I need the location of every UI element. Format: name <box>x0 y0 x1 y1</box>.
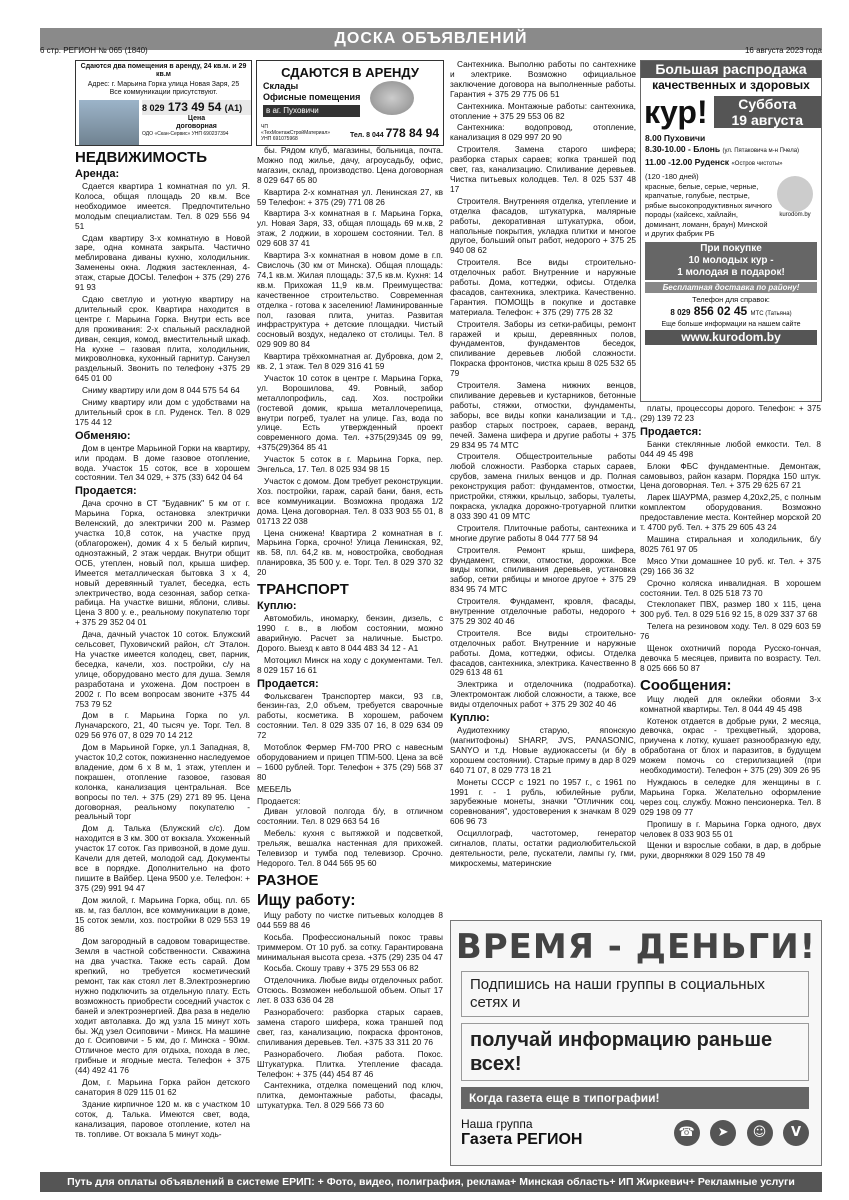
listing: Мясо Утки домашнее 10 руб. кг. Тел. + 375 (29) 166 36 32 <box>640 555 821 576</box>
column-1 <box>75 146 250 1164</box>
listing: Блоки ФБС фундаментные. Демонтаж, самовывоз, район казарм. Порядка 150 штук. Цена договорная. Тел. + 375 29 625 67 21 <box>640 460 821 491</box>
column-3 <box>450 60 636 918</box>
listing: Дом в г. Марьина Горка по ул. Луначарского, 21, 40 тысяч уе. Торг. Тел. 8 029 56 976 07, 8 029 70 14 212 <box>75 710 250 741</box>
listing: Строителя. Замена нижних венцов, спиливание деревьев и кустарников, бетонные работы, стяжки, отмостки, фундаменты, заборы, все виды копки канализации и т.д., разбор старых построек, сараев, веранд, печей. Замена шифера и другие работы + 375 29 834 95 74 МТС <box>450 380 636 450</box>
listing: платы, процессоры дорого. Телефон: + 375 (29) 139 72 23 <box>640 404 821 423</box>
odnoklassniki-icon[interactable]: ☺ <box>747 1120 773 1146</box>
poultry-ad-time-2-note: (ул. Пятаковича м-н Пчела) <box>722 148 800 154</box>
poultry-ad-age: (120 -180 дней) <box>645 172 699 181</box>
listing: Сантехника, отделка помещений под ключ, плитка, демонтажные работы, фасады, штукатурка. Тел. 8 029 566 73 60 <box>257 1080 443 1111</box>
heading-sell: Продается: <box>257 677 319 690</box>
heading-rent: Аренда: <box>75 168 120 180</box>
rent-ad-address: Адрес: г. Марьина Горка улица Новая Заря, 25 <box>87 81 240 88</box>
rent-ad-rooms <box>75 60 252 146</box>
poultry-ad-phone: 856 02 45 <box>693 303 748 318</box>
listing: Сдаю светлую и уютную квартиру на длительный срок. Квартира находится в центре г. Марьина Горка. Внутри есть все для проживания: 2-х спальный раскладной диван, секция, комод, вместительный шкаф. На кухне – газовая плита, холодильник, микроволновка, кухонный гарнитур. Санузел раздельный. Звонить по телефону +375 29 645 01 00 <box>75 293 250 384</box>
poultry-ad-free-delivery: Бесплатная доставка по району! <box>645 282 817 293</box>
poultry-ad-more: Еще больше информации на нашем сайте <box>661 320 801 328</box>
poultry-ad-phone-prefix: 8 029 <box>670 307 691 317</box>
listing: Мотоцикл Минск на ходу с документами. Тел. 8 029 157 16 61 <box>257 654 443 675</box>
listing: Строителя. Общестроительные работы любой сложности. Разборка старых сараев, срубов, замена гнилых венцов и др. Полная реконструкция работ: фундаментов, отмостки, пристройки, стяжки, крыльцо, заборы, туалеты, покраска, укладка дорожно-тротуарной плитки 8 033 390 41 09 МТС <box>450 451 636 521</box>
rent-ad-price-label: Цена <box>187 115 206 122</box>
issue-date: 16 августа 2023 года <box>744 46 822 55</box>
warehouse-ad-item-1: Склады <box>263 81 299 91</box>
listing: Разнорабочего. Любая работа. Покос. Штукатурка. Плитка. Утепление фасада. Телефон: + 375 (44) 454 87 46 <box>257 1048 443 1079</box>
warehouse-ad-title: СДАЮТСЯ В АРЕНДУ <box>281 65 419 80</box>
vk-icon[interactable]: V <box>783 1120 809 1146</box>
heading-buy: Куплю: <box>450 712 490 725</box>
rent-ad-utilities: Все коммуникации присутствуют. <box>109 89 218 96</box>
section-header-band <box>40 28 822 50</box>
listing: бы. Рядом клуб, магазины, больница, почта. Можно под жилье, дачу, агроусадьбу, офис, магазин, склад, производство. Цена договорная 8 029 647 65 80 <box>257 146 443 185</box>
listing: Строителя. Ремонт крыш, шифера, фундамент, стяжки, отмостки, дорожки. Все виды копки, спиливания деревьев, установка забор, сетки рябицы и многое другое + 375 29 834 95 74 МТС <box>450 544 636 595</box>
listing: Дом жилой, г. Марьина Горка, общ. пл. 65 кв. м, газ баллон, все коммуникации в доме, 15 соток земли, хоз. постройки 8 029 553 19 86 <box>75 894 250 935</box>
listing: Квартира 3-х комнатная в новом доме в г.п. Свислочь (30 км от Минска). Общая площадь: 74,1 кв.м. Жилая площадь: 37,5 кв.м. Кухня: 14 кв.м. Прихожая 11,9 кв.м. Преимущества: качественное строительство. Современная отделка - готова к заселению! Ламинированные пол, газовая плита, унитаз. Развитая инфраструктура + детские площадки. Чистый сосновый воздух, недалеко от столицы. Тел. 8 029 909 80 84 <box>257 250 443 350</box>
listing: Мотоблок Фермер FM-700 PRO с навесным оборудованием и прицеп ТПМ-500. Цена за всё – 1600 рублей. Торг. Телефон + 375 (29) 568 37 80 <box>257 742 443 782</box>
listing: Ищу работу по чистке питьевых колодцев 8 044 559 88 46 <box>257 909 443 930</box>
listing: Банки стеклянные любой емкости. Тел. 8 044 49 45 498 <box>640 438 821 459</box>
listing: Мебель: кухня с вытяжкой и подсветкой, трельяж, вешалка настенная для прихожей. Телевизор и тумба под телевизор. Срочно. Недорого. Тел. 8 044 565 95 60 <box>257 828 443 868</box>
warehouse-ad-location: в аг. Пуховичи <box>263 105 360 117</box>
listing: Пропишу в г. Марьина Горка одного, двух человек 8 033 903 55 01 <box>640 818 821 839</box>
warehouse-ad-item-2: Офисные помещения <box>263 92 361 102</box>
heading-sell: Продается: <box>75 485 137 498</box>
listing: Сдам квартиру 3-х комнатную в Новой заре, одна комната закрыта. Частично меблирована диваны кухню, холодильник. Заменены окна. Лоджия застекленная, 4-этаж, старые ДОСЫ. Телефон + 375 (29) 276 91 93 <box>75 232 250 293</box>
social-ad-paper: Газета РЕГИОН <box>461 1131 583 1148</box>
listing: Осциллограф, частотомер, генератор сигналов, платы, остатки радиолюбительской деятельности, реле, пускатели, лампы гу, гми, микросхемы, материнские <box>450 828 636 868</box>
poultry-ad-promo-2: 10 молодых кур - <box>688 254 774 266</box>
rent-ad-price-value: договорная <box>176 123 217 130</box>
listing: Диван угловой полгода б/у, в отличном состоянии. Тел. 8 029 663 54 16 <box>257 806 443 827</box>
listing: Строителя. Плиточные работы, сантехника и многие другие работы 8 044 777 58 94 <box>450 522 636 543</box>
poultry-ad-phone-operator: МТС (Татьяна) <box>750 310 792 317</box>
listing: Ищу людей для оклейки обоями 3-х комнатной квартиры. Тел. 8 044 49 45 498 <box>640 693 821 714</box>
poultry-ad-info-label: Телефон для справок: <box>692 294 770 304</box>
listing: Строителя. Все виды строительно-отделочных работ. Внутренние и наружные работы. Дома, коттеджи, офисы. Отделка фасадов, сантехника, электрика. Качественно 8 029 613 48 61 <box>450 627 636 678</box>
social-ad-info: получай информацию раньше всех! <box>461 1023 809 1081</box>
listing: Сниму квартиру или дом с удобствами на длительный срок в г.п. Руденск. Тел. 8 029 175 44 12 <box>75 397 250 427</box>
issue-info: 6 стр. РЕГИОН № 065 (1840) <box>40 46 148 55</box>
social-ad-our-group: Наша группа <box>461 1117 533 1131</box>
listing: Нуждаюсь в селедке для женщины в г. Марьина Горка. Желательно оформление через соц. службу. Можно пенсионерка. Тел. 8 029 198 09 77 <box>640 777 821 817</box>
column-2 <box>257 146 443 1164</box>
heading-realty: НЕДВИЖИМОСТЬ <box>75 149 208 166</box>
social-groups-ad <box>450 920 822 1166</box>
key-icon <box>370 81 414 115</box>
listing: Сантехника: водопровод, отопление, канализация 8 029 997 20 90 <box>450 122 636 143</box>
poultry-ad-promo-1: При покупке <box>700 242 762 254</box>
listing: Телега на резиновом ходу. Тел. 8 029 603 59 76 <box>640 621 821 642</box>
listing: Сантехника. Монтажные работы: сантехника, отопление + 375 29 553 06 82 <box>450 100 636 121</box>
warehouse-ad-tel-label: Тел. 8 044 <box>349 132 384 139</box>
listing: Косьба. Скошу траву + 375 29 553 06 82 <box>264 963 419 974</box>
poultry-ad-time-2: 8.30-10.00 - Блонь <box>645 144 721 154</box>
listing: Автомобиль, иномарку, бензин, дизель, с 1990 г. в., в любом состоянии, можно аварийную. Расчет за наличные. Быстро. Дорого. Выезд к авто 8 044 483 34 12 - А1 <box>257 613 443 653</box>
listing: Участок 10 соток в центре г. Марьина Горка, ул. Ворошилова, 49. Ровный, забор металлопрофиль, сад. Хоз. постройки (гостевой домик, крыша металлочерепица, внутри погреб, туалет на улице. Газ, вода по улице. Есть утвержденный проект современного дома. Тел. +375(29)345 09 99, +375(29)364 85 41 <box>257 372 443 453</box>
listing: Строителя. Заборы из сетки-рабицы, ремонт гаражей и крыш, деревянных полов, фундаментов, фундаментов беседок, спиливание деревьев любой сложности. Покраска фронтонов, чистка крыш 8 025 532 65 79 <box>450 318 636 379</box>
listing: Дача, дачный участок 10 соток. Блужский сельсовет, Пуховичский район, с/т Эталон. На участке имеется колодец, свет, парник, беседка, качели, хоз. постройки, с/у на улице, оборудовано место для душа. Земля разработана и ухожена. Дом построен в 2002 г. По всем вопросам звоните +375 44 753 79 52 <box>75 629 250 709</box>
listing: Электрика и отделочника (подработка). Электромонтаж любой сложности, а также, все виды отделочных работ + 375 29 302 40 46 <box>450 679 636 710</box>
poultry-ad-time-3-note: «Остров чистоты» <box>731 161 783 167</box>
listing: Дача срочно в СТ "Будавник" 5 км от г. Марьина Горка, остановка электрички Веленский, до электрички 200 м. Размер участка 10,8 соток, на участке пруд (облагорожен), домик 4 х 5 белый кирпич, одноэтажный, 2 этаж чердак. Внутри общит ОСБ, утеплен, новый пол, крыша шифер. Имеется металлическая бытовка 3 х 4, новый деревянный туалет, беседка, есть электричество, вода сезонная, забор сетка-рабица. На участке вишни, яблони, сливы. Цена 3 800 у. е., реальному покупателю торг + 375 29 352 04 01 <box>75 498 250 628</box>
heading-misc: РАЗНОЕ <box>257 871 319 889</box>
listing: Участок с домом. Дом требует реконструкции. Хоз. постройки, гараж, сарай бани, баня, есть все коммуникации. Возможна продажа 1/2 дома. Цена договорная. Тел. 8 033 903 55 01, 8 01713 22 038 <box>257 476 443 526</box>
warehouse-ad-company: ЧП «ТехМонтажСтройМатериал» УНП 691075968 <box>261 124 331 142</box>
poultry-ad-date: 19 августа <box>731 112 804 128</box>
warehouse-ad-tel: 778 84 94 <box>385 126 439 140</box>
listing: Ларек ШАУРМА, размер 4,20х2,25, с полным комплектом оборудования. Возможно предоставление места. Контейнер морской 20 т. 4700 руб. Тел. + 375 29 605 43 24 <box>640 492 821 533</box>
heading-exchange: Обменяю: <box>75 429 131 442</box>
section-title: ДОСКА ОБЪЯВЛЕНИЙ <box>334 30 528 47</box>
poultry-ad-site: www.kurodom.by <box>645 330 817 345</box>
listing: Строителя. Фундамент, кровля, фасады, внутренние отделочные работы, недорого + 375 29 302 40 46 <box>450 596 636 626</box>
listing: Сниму квартиру или дом 8 044 575 54 64 <box>82 385 240 396</box>
poultry-ad <box>640 60 822 402</box>
listing: Отделочника. Любые виды отделочных работ. Отсюсь. Возможен небольшой объем. Опыт 17 лет. 8 033 636 04 28 <box>257 975 443 1006</box>
social-ad-bar: Когда газета еще в типографии! <box>461 1087 809 1109</box>
viber-icon[interactable]: ☎ <box>674 1120 700 1146</box>
listing: Котенок отдается в добрые руки, 2 месяца, девочка, окрас - трехцветный, здорова, приучена к лотку, кушает разнообразную еду, обработана от блох и паразитов, в будущем можем помочь со стерилизацией (при необходимости). Телефон + 375 (29) 309 26 95 <box>640 715 821 776</box>
column-4 <box>640 404 821 918</box>
listing: Дом в Марьиной Горке, ул.1 Западная, 8, участок 10,2 соток, пожизненно наследуемое владение, дом 6 х 8 м, 1 этаж, утеплен и покрашен, отопление газовое, газовая колонка, канализация центральная. Все вопросы по тел. + 375 (29) 271 89 95. Цена договорная, реальному покупателю - реальный торг <box>75 742 250 822</box>
heading-messages: Сообщения: <box>640 676 732 694</box>
heading-job: Ищу работу: <box>257 891 356 909</box>
listing: Дом в центре Марьиной Горки на квартиру, или продам. В доме газовое отопление, вода. Участок 15 соток, все в хорошем состоянии. Тел 34 029, + 375 (33) 642 04 64 <box>75 442 250 483</box>
listing: Фольксваген Транспортер макси, 93 г.в, бензин-газ, 2,0 объем, требуется сварочные работы, косметика. В хорошем, рабочем состоянии. Тел. 8 029 335 07 16, 8 029 634 09 72 <box>257 690 443 741</box>
listing: Разнорабочего: разборка старых сараев, замена старого шифера, кожа траншей под свет, газ, канализацию, покраска фронтонов, спиливания деревьев. Тел. +375 33 311 20 76 <box>257 1007 443 1047</box>
listing: Аудиотехнику старую, японскую (магнитофоны) SHARP, JVS, PANASONIC, SANYO и т.д. Новые аудиокассеты (и б/у в хорошем состоянии). Старые приму в дар 8 029 640 71 07, 8 029 773 18 21 <box>450 725 636 775</box>
poultry-ad-time-1: 8.00 Пуховичи <box>645 133 706 143</box>
listing: Дом д. Талька (Блужский с/с). Дом находится в 3 км. 300 от вокзала. Ухоженный участок 17 соток. Газ привозной, в доме душ. Качели для детей, молодой сад. Документы все в порядке. Дополнительно на фото пишите в Вайбер. Цена 9500 у.е. Телефон: + 375 (29) 991 94 47 <box>75 823 250 893</box>
listing: Сдается квартира 1 комнатная по ул. Я. Колоса, общая площадь 20 кв.м. Все необходимое имеется. Предпочтительно молодым специалистам. Тел. 8 029 556 94 51 <box>75 181 250 231</box>
heading-sell: Продается: <box>640 425 702 438</box>
listing: Строителя. Замена старого шифера; разборка старых сараев; копка траншей под свет, газ, канализацию. Спиливание деревьев. Чистка питьевых колодцев. Тел. 8 025 537 48 17 <box>450 144 636 194</box>
listing: Стеклопакет ПВХ, размер 180 х 115, цена 300 руб. Тел. 8 029 516 92 15, 8 029 337 37 68 <box>640 599 821 620</box>
heading-furniture: МЕБЕЛЬ <box>257 783 292 794</box>
listing: Щенок охотничий порода Русско-гончая, девочка 5 месяцев, привита по возрасту. Тел. 8 025 666 50 87 <box>640 643 821 673</box>
chicken-icon <box>777 176 813 212</box>
listing: Дом, г. Марьина Горка район детского санатория 8 029 115 01 62 <box>75 1077 250 1097</box>
telegram-icon[interactable]: ➤ <box>710 1120 736 1146</box>
building-photo <box>79 100 139 146</box>
rent-ad-phone: 173 49 54 <box>167 100 222 114</box>
listing: Срочно коляска инвалидная. В хорошем состоянии. Тел. 8 025 518 73 70 <box>640 577 821 598</box>
rent-ad-company: ОДО «Скан-Сервис» УНП 690237394 <box>142 131 229 137</box>
social-ad-subscribe: Подпишись на наши группы в социальных сетях и <box>461 971 809 1017</box>
listing: Здание кирпичное 120 м. кв с участком 10 соток, д. Талька. Имеются свет, вода, канализация, паровое отопление, котел на тв. топливе. От вокзала 5 минут ходь- <box>75 1098 250 1139</box>
rent-ad-warehouses <box>256 60 444 146</box>
listing: Косьба. Профессиональный покос травы триммером. От 10 руб. за сотку. Гарантирована минимальная высота среза. +375 (29) 235 04 47 <box>257 931 443 962</box>
listing: Квартира трёхкомнатная аг. Дубровка, дом 2, кв. 2, 1 этаж. Тел 8 029 316 41 59 <box>257 351 443 372</box>
rent-ad-phone-prefix: 8 029 <box>142 103 165 113</box>
social-ad-title: ВРЕМЯ - ДЕНЬГИ! <box>455 927 817 967</box>
listing: Дом загородный в садовом товариществе. Земля в частной собственности. Скважина на два участка. Также есть сарай. Дом крепкий, но требуется косметический ремонт, так как стоял лет 8.Электроэнергию нужно подключить за отдельную плату. Есть возможность приобрести соседний участок с баней и электроэнергией. Два раза в неделю ходит автолавка. До жд узла 15 минут хоть бы. Жд узел Осиповичи - Минск. На машине до г. Осиповичи - 5 км, до г. Минска - 90км. Отличное место для отдыха, похода в лес, грибные и ягодные места. Телефон + 375 (44) 492 41 76 <box>75 936 250 1076</box>
poultry-ad-brand: kurodom.by <box>779 212 811 218</box>
listing: Квартира 3-х комнатная в г. Марьина Горка, ул. Новая Заря, 33, общая площадь 69 м.кв, 2 этаж, 2 лоджии, в хорошем состоянии. Тел. 8 029 608 37 41 <box>257 208 443 249</box>
poultry-ad-day: Суббота <box>738 96 797 112</box>
listing: Машина стиральная и холодильник, б/у 8025 761 97 05 <box>640 533 821 554</box>
poultry-ad-time-3: 11.00 -12.00 Руденск <box>645 157 730 167</box>
listing: Строителя. Внутренняя отделка, утепление и отделка фасадов, штукатурка, малярные работы, декоративная штукатурка, обои, напольные покрытия, укладка плитки и многое другое, больший опыт работ, недорого + 375 25 940 08 62 <box>450 195 636 256</box>
heading-transport: ТРАНСПОРТ <box>257 581 349 599</box>
heading-sell-2: Продается: <box>257 795 301 806</box>
poultry-ad-title: Большая распродажа <box>641 61 821 78</box>
listing: Щенки и взрослые собаки, в дар, в добрые руки, дворняжки 8 029 150 78 49 <box>640 840 821 861</box>
heading-buy: Куплю: <box>257 600 297 613</box>
poultry-ad-subtitle: качественных и здоровых <box>652 78 810 92</box>
listing: Строителя. Все виды строительно-отделочных работ. Внутренние и наружные работы. Дома, коттеджи, офисы. Отделка фасадов, сантехника, электрика. Качественно. Гарантия. ПОМОЩЬ в покупке и доставке материала. Телефон: + 375 (29) 775 28 32 <box>450 257 636 317</box>
rent-ad-operator: (A1) <box>224 103 243 113</box>
rent-ad-headline: Сдаются два помещения в аренду, 24 кв.м. и 29 кв.м <box>80 63 247 78</box>
poultry-ad-desc: красные, белые, серые, черные, крапчатые, голубые, пестрые, рябые высокопродуктивных яичного породы (хайсекс, хайлайн, доминант, ломанн, браун) Минской и других фабрик РБ <box>645 181 772 238</box>
poultry-ad-promo-3: 1 молодая в подарок! <box>677 266 785 278</box>
listing: Квартира 2-х комнатная ул. Ленинская 27, кв 59 Телефон: + 375 (29) 771 08 26 <box>257 186 443 207</box>
listing: Монеты СССР с 1921 по 1957 г., с 1961 по 1991 г. - 1 рубль, юбилейные рубли, зарубежные монеты, значки "Отличник соц. соревнования", удостоверения к значкам 8 029 606 96 73 <box>450 776 636 827</box>
listing: Цена снижена! Квартира 2 комнатная в г. Марьина Горка, срочно! Улица Ленинская, 92, кв. 58, пл. 64,2 кв. м, новостройка, свободная планировка, 35 500 у. е. Торг. Тел. 8 029 370 32 20 <box>257 527 443 578</box>
listing: Сантехника. Выполню работы по сантехнике и электрике. Возможно официальное заключение договора на выполненные работы. Гарантия + 375 29 775 06 51 <box>450 60 636 99</box>
poultry-ad-kur: кур! <box>644 94 708 130</box>
listing: Участок 5 соток в г. Марьина Горка, пер. Энгельса, 17. Тел. 8 025 934 98 15 <box>257 454 443 475</box>
footer-bar: Путь для оплаты объявлений в системе ЕРИП: + Фото, видео, полиграфия, реклама+ Минская область+ ИП Жиркевич+ Рекламные услуги <box>40 1172 822 1192</box>
